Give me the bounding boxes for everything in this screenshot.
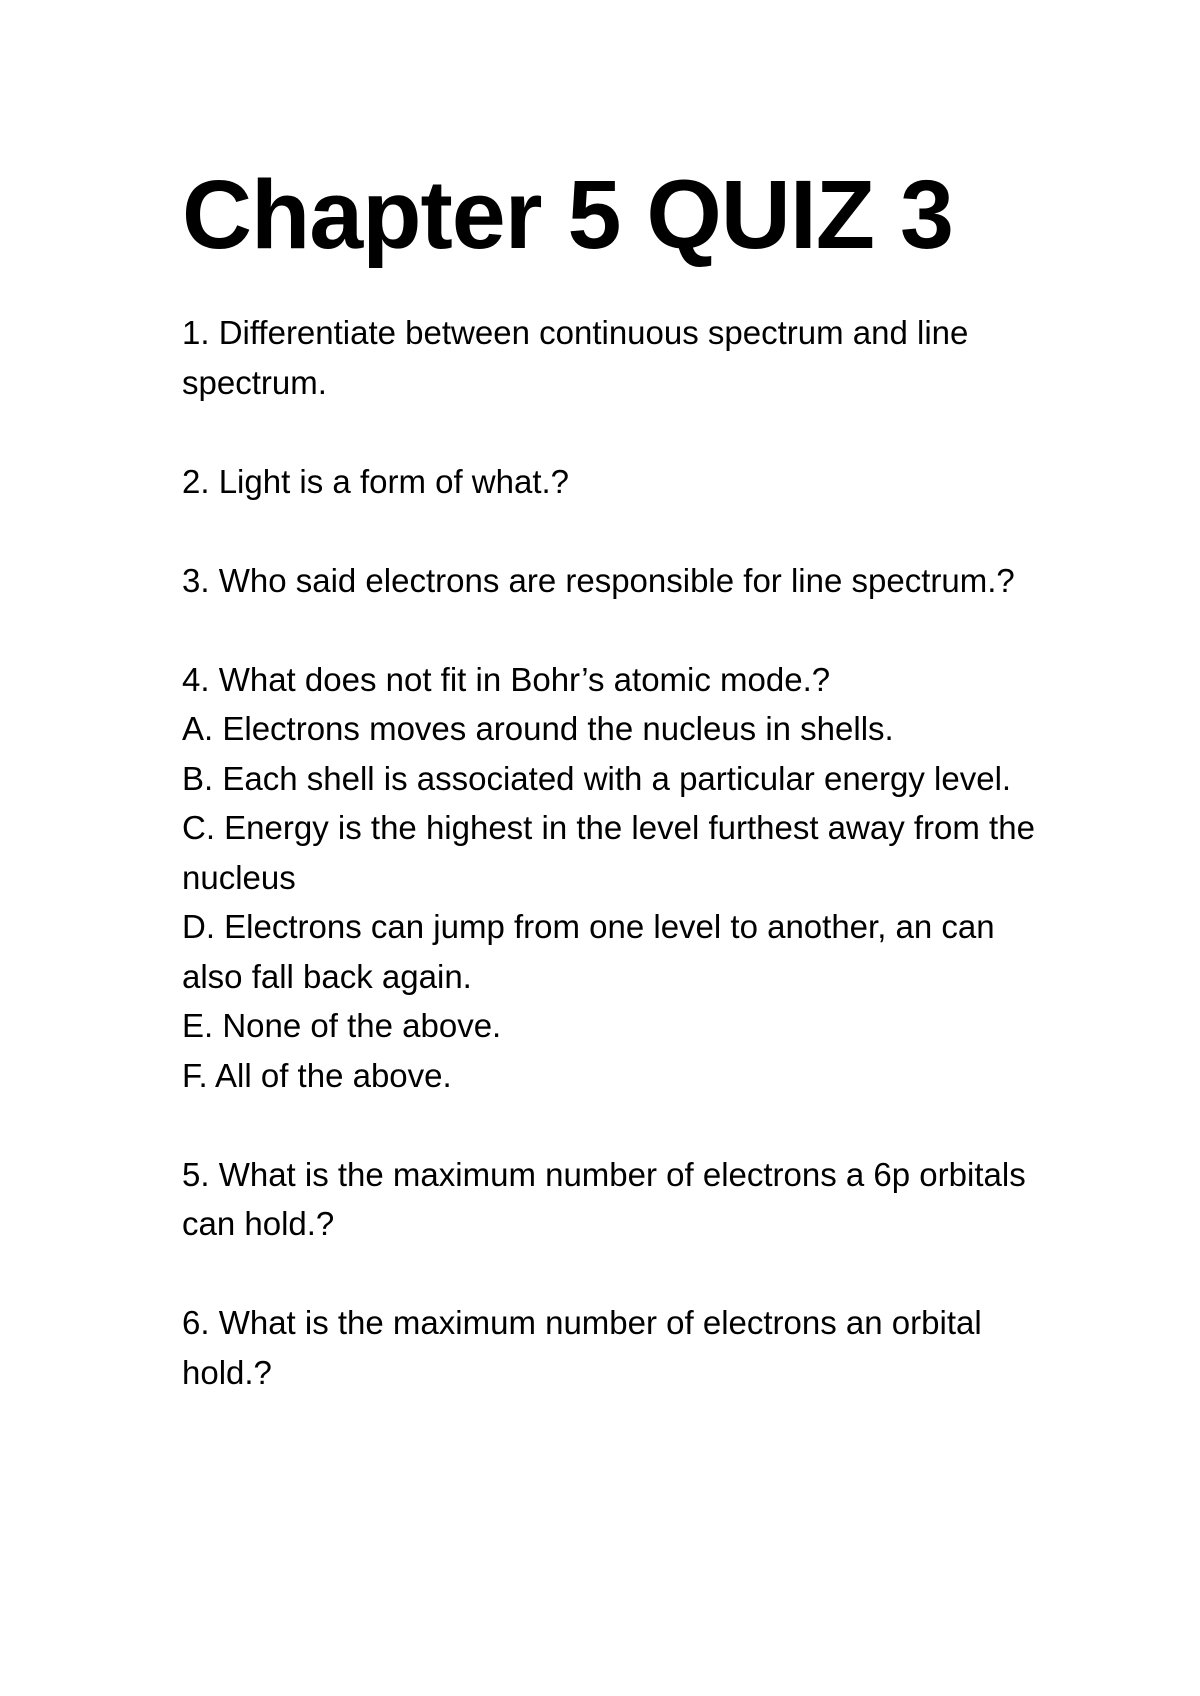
question-text: 1. Differentiate between continuous spectrum and line spectrum.	[182, 314, 969, 401]
document-page	[182, 0, 1042, 1696]
question-2	[182, 457, 1042, 507]
answer-option-f: F. All of the above.	[182, 1056, 452, 1094]
answer-option-a: A. Electrons moves around the nucleus in shells.	[182, 710, 894, 747]
question-text: 3. Who said electrons are responsible for line spectrum.?	[182, 561, 1015, 599]
page-title: Chapter 5 QUIZ 3	[182, 160, 953, 269]
question-text: 2. Light is a form of what.?	[182, 462, 570, 500]
question-list	[182, 308, 1042, 1397]
question-5	[182, 1150, 1042, 1249]
question-text: 6. What is the maximum number of electrons an orbital hold.?	[182, 1304, 982, 1391]
question-text: 4. What does not fit in Bohr’s atomic mode.?	[182, 660, 831, 698]
question-3	[182, 556, 1042, 606]
answer-option-c: C. Energy is the highest in the level furthest away from the nucleus	[182, 809, 1035, 896]
question-text: 5. What is the maximum number of electrons a 6p orbitals can hold.?	[182, 1155, 1026, 1242]
answer-option-b: B. Each shell is associated with a particular energy level.	[182, 759, 1012, 797]
question-4	[182, 655, 1042, 1101]
answer-option-d: D. Electrons can jump from one level to another, an can also fall back again.	[182, 908, 995, 995]
answer-option-e: E. None of the above.	[182, 1007, 502, 1044]
question-1	[182, 308, 1042, 407]
question-6	[182, 1298, 1042, 1397]
